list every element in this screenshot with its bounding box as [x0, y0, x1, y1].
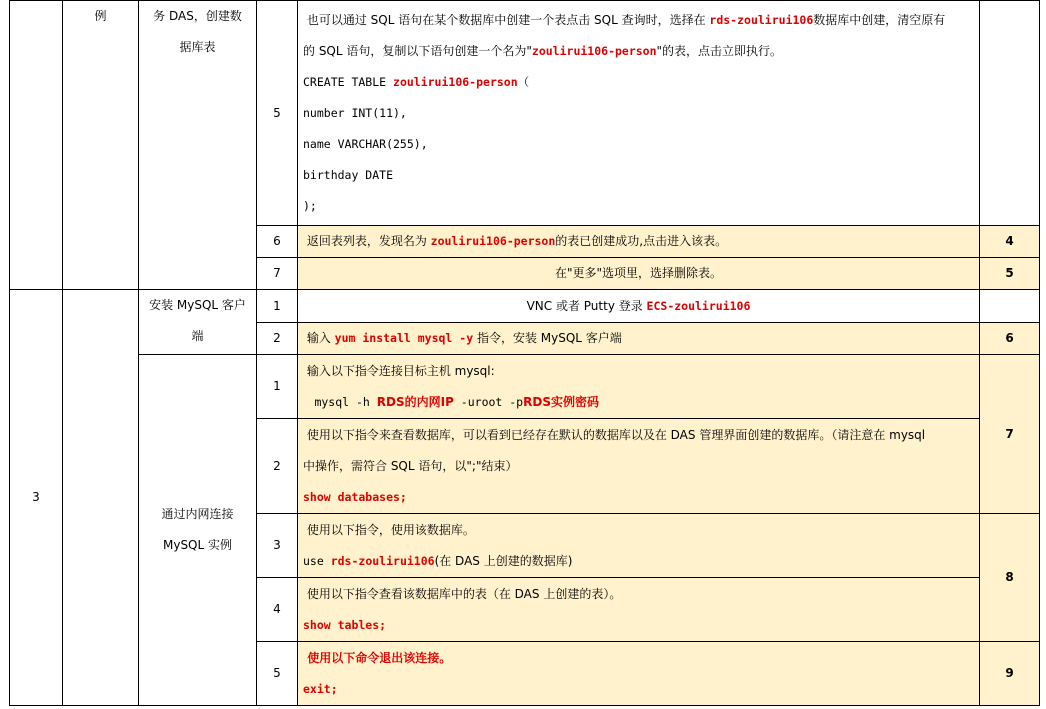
step-number: 7: [257, 258, 298, 290]
step-number: 2: [257, 323, 298, 355]
step-number: 6: [257, 226, 298, 258]
step-number: 5: [257, 1, 298, 226]
sql-code-line: name VARCHAR(255),: [303, 137, 428, 151]
lab-steps-table: [9, 0, 1040, 706]
step-number: 5: [257, 642, 298, 706]
sql-code-line: birthday DATE: [303, 168, 394, 182]
step-content: 返回表列表，发现名为 zoulirui106-person的表已创建成功,点击进入该表。: [298, 226, 980, 258]
sql-command: exit;: [303, 681, 338, 696]
step-number: 3: [257, 514, 298, 578]
task-install-mysql-client: [139, 290, 257, 355]
step-line: 输入以下指令连接目标主机 mysql:: [306, 363, 495, 378]
sql-command: show databases;: [303, 489, 407, 504]
step-content: [298, 1, 980, 226]
task-label-line2: MySQL 实例: [162, 538, 233, 552]
score-cell: 9: [980, 642, 1040, 706]
score-cell: 8: [980, 514, 1040, 642]
step-content: VNC 或者 Putty 登录 ECS-zoulirui106: [298, 290, 980, 323]
step-line: 使用以下指令，使用该数据库。: [306, 522, 475, 537]
task-das-create-table: [139, 1, 257, 290]
step-line: 中操作，需符合 SQL 语句，以";"结束）: [303, 458, 518, 473]
score-cell-empty: [980, 290, 1040, 323]
score-cell-empty: [980, 1, 1040, 226]
step-content: [298, 419, 980, 514]
step-number: 4: [257, 578, 298, 642]
step-line: mysql -h RDS的内网IP -uroot -pRDS实例密码: [314, 394, 599, 409]
sql-code-line: CREATE TABLE zoulirui106-person（: [303, 75, 530, 89]
step-line: 使用以下指令查看该数据库中的表（在 DAS 上创建的表）。: [306, 586, 622, 601]
task-label-line1: 通过内网连接: [161, 507, 234, 521]
col2-text: 例: [63, 1, 139, 290]
sql-code-line: );: [303, 199, 317, 213]
section-index-empty: [10, 1, 63, 290]
step-content: 在"更多"选项里，选择删除表。: [298, 258, 980, 290]
step-content: 输入 yum install mysql -y 指令，安装 MySQL 客户端: [298, 323, 980, 355]
step-content: [298, 578, 980, 642]
score-cell: 4: [980, 226, 1040, 258]
step-line: use rds-zoulirui106(在 DAS 上创建的数据库): [303, 553, 573, 568]
task-label-line1: 务 DAS，创建数: [153, 9, 242, 23]
score-cell: 7: [980, 355, 1040, 514]
sql-code-line: number INT(11),: [303, 106, 407, 120]
score-cell: 6: [980, 323, 1040, 355]
score-cell: 5: [980, 258, 1040, 290]
step-number: 1: [257, 290, 298, 323]
task-label-line2: 据库表: [179, 40, 216, 54]
step-line: 使用以下命令退出该连接。: [307, 650, 452, 665]
task-connect-mysql-internal: [139, 355, 257, 706]
step-line: 也可以通过 SQL 语句在某个数据库中创建一个表点击 SQL 查询时，选择在 rds-zoulirui106数据库中创建，清空原有: [306, 13, 946, 27]
step-line: 的 SQL 语句，复制以下语句创建一个名为"zoulirui106-person"的表，点击立即执行。: [303, 44, 783, 58]
task-label-line2: 端: [191, 329, 204, 343]
sql-command: show tables;: [303, 617, 387, 632]
step-number: 2: [257, 419, 298, 514]
step-number: 1: [257, 355, 298, 419]
step-content: [298, 642, 980, 706]
section-index: 3: [10, 290, 63, 706]
step-content: [298, 514, 980, 578]
step-content: [298, 355, 980, 419]
section-col2-empty: [63, 290, 139, 706]
step-line: 使用以下指令来查看数据库，可以看到已经存在默认的数据库以及在 DAS 管理界面创建的数据库。（请注意在 mysql: [306, 427, 926, 442]
task-label-line1: 安装 MySQL 客户: [149, 298, 246, 312]
